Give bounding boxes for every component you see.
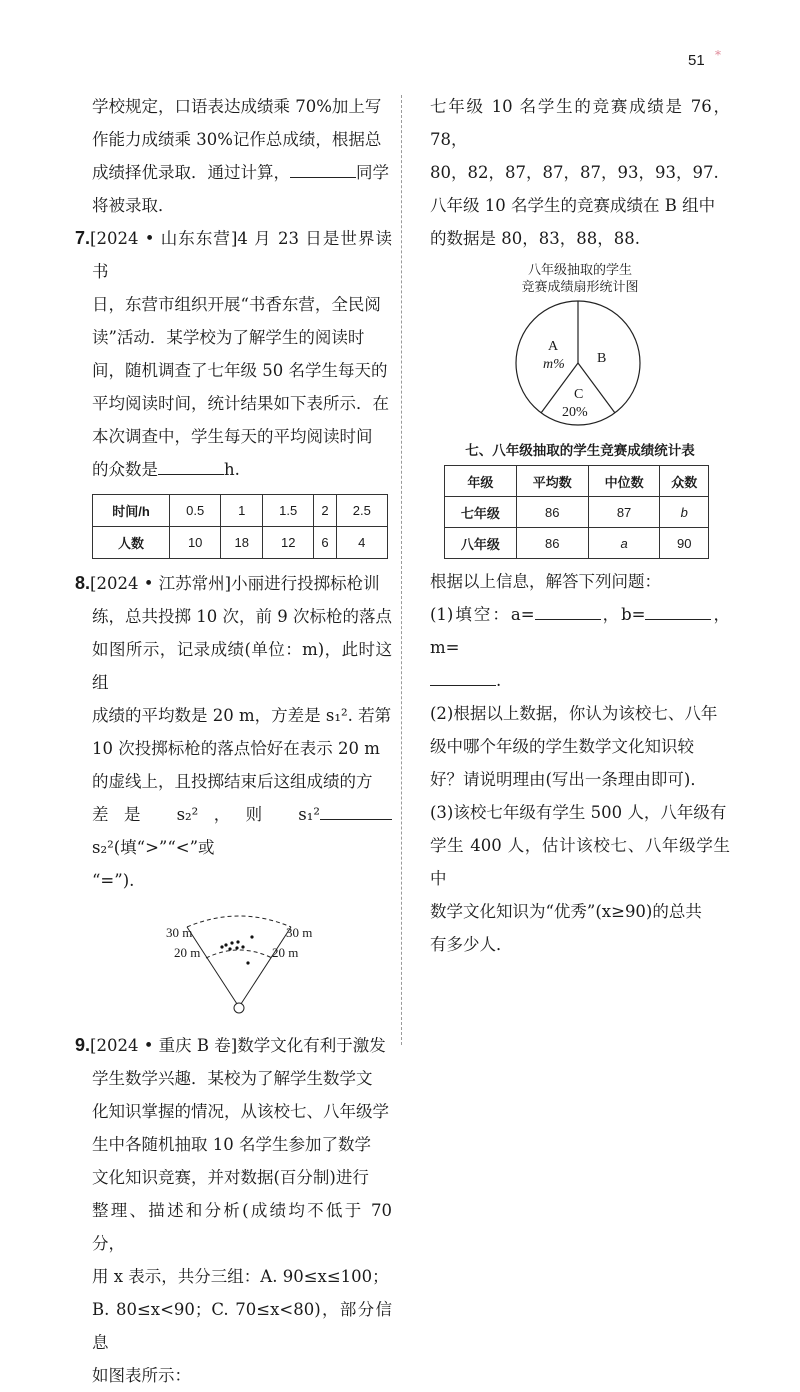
answer-blank-b[interactable] bbox=[645, 605, 711, 620]
table-cell: 6 bbox=[314, 527, 336, 559]
table-cell: 1 bbox=[221, 495, 263, 527]
pie-label-c: C bbox=[574, 387, 584, 402]
table-cell: 2 bbox=[314, 495, 336, 527]
table-cell: 八年级 bbox=[445, 528, 517, 559]
table-cell: 12 bbox=[263, 527, 314, 559]
table-row bbox=[445, 528, 709, 559]
page-number: 51 bbox=[688, 52, 705, 69]
reading-time-table bbox=[92, 494, 388, 559]
page-star: * bbox=[715, 48, 721, 62]
left-column bbox=[75, 90, 392, 1392]
pie-label-a: A bbox=[548, 339, 559, 354]
intro-line: 成绩择优录取．通过计算， 同学 bbox=[92, 163, 389, 182]
answer-blank[interactable] bbox=[158, 460, 224, 475]
label-30m-right: 30 m bbox=[286, 925, 313, 940]
pie-label-c-percent: 20% bbox=[562, 405, 588, 420]
question-8: 8.[2024 • 江苏常州]小丽进行投掷标枪训 练，总共投掷 10 次，前 9 次标枪的落点 如图所示，记录成绩(单位：m)，此时这组 成绩的平均数是 20 m，方差是 s₁². 若第 10 次投掷标枪的落点恰好在表示 20 m 的虚线上，且投掷结束后这组成绩的方 差是 s₂²，则 s₁²s₂²(填“>”“<”或 “=”). 30 m 30 m 20 m 20 m bbox=[92, 567, 392, 1017]
answer-blank-a[interactable] bbox=[535, 605, 601, 620]
question-7: 7.[2024 • 山东东营]4 月 23 日是世界读书 日，东营市组织开展“书香东营，全民阅 读”活动．某学校为了解学生的阅读时 间，随机调查了七年级 50 名学生每天的 平均阅读时间，统计结果如下表所示．在 本次调查中，学生每天的平均阅读时间 的众数是 h. 时间/h 0.5 1 1.5 2 2.5 人数 10 18 12 6 4 bbox=[92, 222, 392, 559]
table-cell: 4 bbox=[336, 527, 387, 559]
table-cell: b bbox=[660, 497, 709, 528]
question-number: 8. bbox=[75, 573, 91, 593]
landing-points bbox=[220, 935, 253, 964]
table-cell: 10 bbox=[170, 527, 221, 559]
answer-blank[interactable] bbox=[320, 805, 392, 820]
answer-blank-m[interactable] bbox=[430, 671, 496, 686]
table-row bbox=[93, 527, 388, 559]
table-header-cell: 年级 bbox=[445, 466, 517, 497]
javelin-figure bbox=[92, 907, 392, 1017]
label-20m-right: 20 m bbox=[272, 945, 299, 960]
table-cell: 86 bbox=[516, 497, 588, 528]
table-row bbox=[93, 495, 388, 527]
table-row bbox=[445, 466, 709, 497]
table-header-cell: 中位数 bbox=[588, 466, 660, 497]
table-cell: 2.5 bbox=[336, 495, 387, 527]
question-number: 9. bbox=[75, 1035, 91, 1055]
intro-line: 将被录取． bbox=[92, 196, 175, 215]
answer-blank[interactable] bbox=[290, 163, 356, 178]
table-row bbox=[445, 497, 709, 528]
column-divider bbox=[401, 95, 402, 1045]
stats-table bbox=[444, 465, 709, 559]
label-20m-left: 20 m bbox=[174, 945, 201, 960]
pie-label-b: B bbox=[597, 351, 607, 366]
table-header-cell: 时间/h bbox=[93, 495, 170, 527]
table-cell: 1.5 bbox=[263, 495, 314, 527]
table-cell: 18 bbox=[221, 527, 263, 559]
table-cell: 七年级 bbox=[445, 497, 517, 528]
intro-line: 作能力成绩乘 30%记作总成绩，根据总 bbox=[92, 130, 382, 149]
question-number: 7. bbox=[75, 228, 91, 248]
table-header-cell: 人数 bbox=[93, 527, 170, 559]
table-cell: 86 bbox=[516, 528, 588, 559]
stats-table-title: 七、八年级抽取的学生竞赛成绩统计表 bbox=[465, 443, 695, 458]
label-30m-left: 30 m bbox=[166, 925, 193, 940]
table-cell: 87 bbox=[588, 497, 660, 528]
table-cell: a bbox=[588, 528, 660, 559]
table-header-cell: 平均数 bbox=[516, 466, 588, 497]
right-column: 七年级 10 名学生的竞赛成绩是 76，78， 80，82，87，87，87，93，93，97. 八年级 10 名学生的竞赛成绩在 B 组中 的数据是 80，83，88，88. 八年级抽取的学生 竞赛成绩扇形统计图 A m% B C 20% 七、八年级抽取的学生竞赛成绩统计表 年级 平均数 中位数 众数 七年级 86 87 b 八年级 86 a 90 根据以上信息，解答下列问题： (1)填空：a= ，b= ，m= . (2)根据以上数据，你认为该校七、八年 级中哪个年级的学生数学文化知识较 好？请说明理由(写出一条理由即可)． (3)该校七年级有学生 500 人，八年级有 学生 400 人，估计该校七、八年级学生中 数学文化知识为“优秀”(x≥90)的总共 有多少人． bbox=[430, 97, 730, 954]
intro-line: 学校规定，口语表达成绩乘 70%加上写 bbox=[92, 97, 382, 116]
table-cell: 0.5 bbox=[170, 495, 221, 527]
table-header-cell: 众数 bbox=[660, 466, 709, 497]
question-9: 9.[2024 • 重庆 B 卷]数学文化有利于激发 学生数学兴趣．某校为了解学生数学文 化知识掌握的情况，从该校七、八年级学 生中各随机抽取 10 名学生参加了数学 文化知识竞赛，并对数据(百分制)进行 整理、描述和分析(成绩均不低于 70 分， 用 x 表示，共分三组：A. 90≤x≤100； B. 80≤x<90；C. 70≤x<80)，部分信息 如图表所示： bbox=[75, 1035, 392, 1385]
pie-chart bbox=[430, 295, 730, 435]
javelin-diagram bbox=[92, 907, 392, 1017]
pie-label-a-percent: m% bbox=[543, 357, 565, 372]
table-cell: 90 bbox=[660, 528, 709, 559]
pie-chart-title: 八年级抽取的学生 竞赛成绩扇形统计图 bbox=[521, 262, 639, 294]
